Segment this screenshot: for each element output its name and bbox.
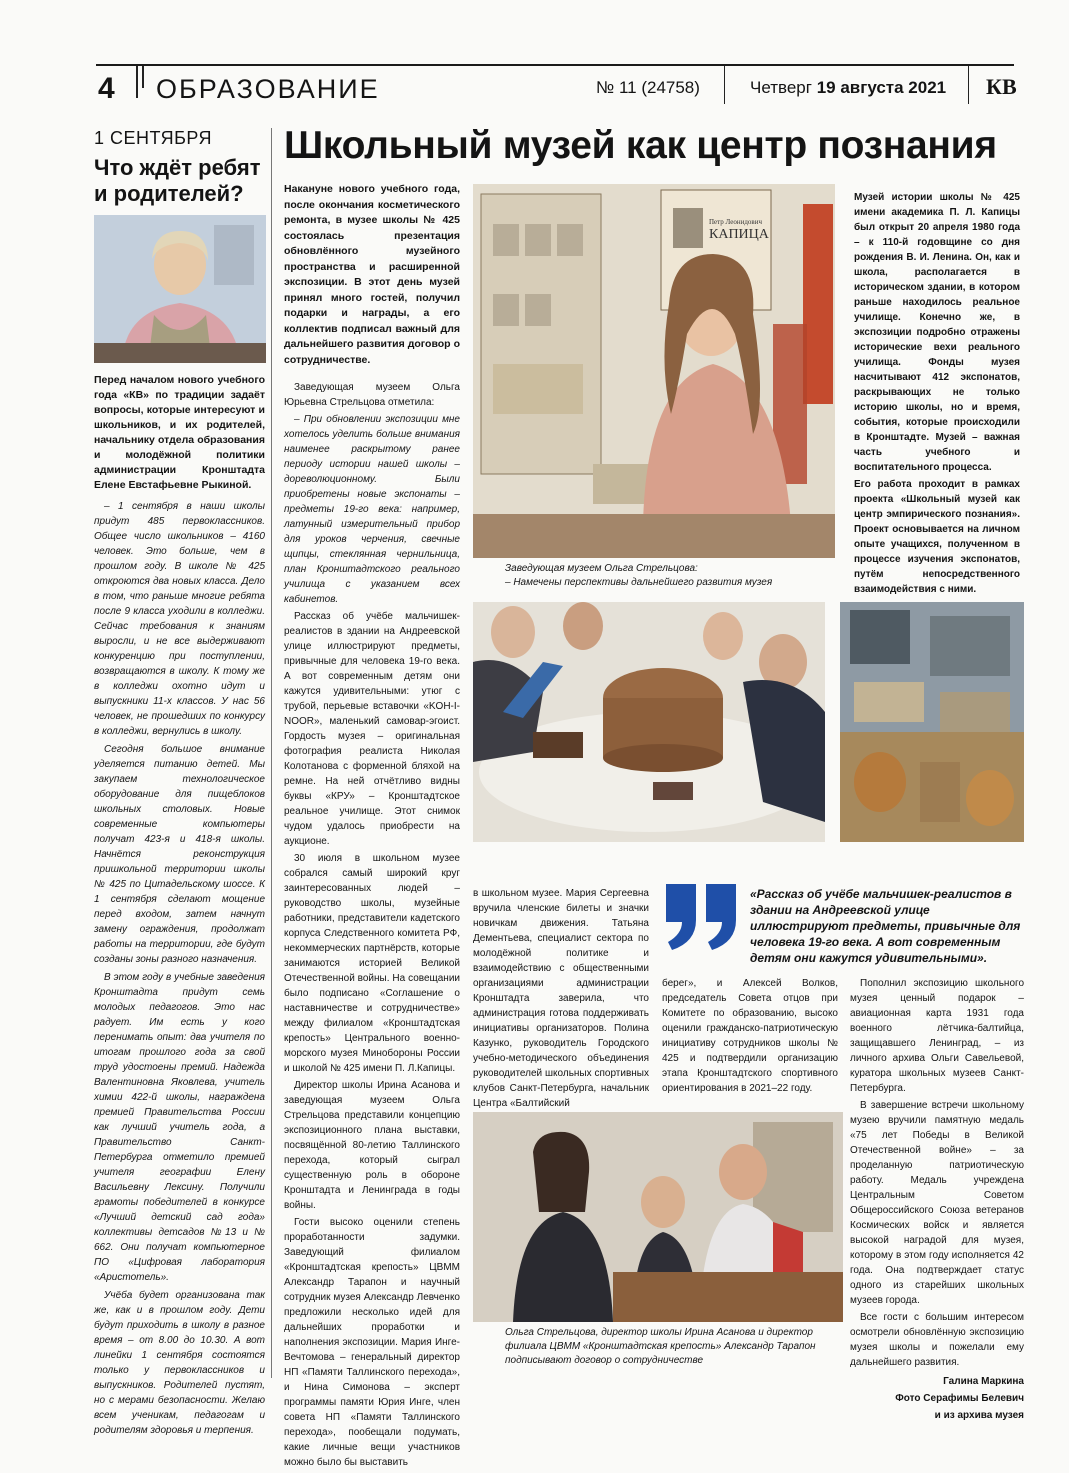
- article-headline: Школьный музей как центр познания: [284, 124, 997, 167]
- sidebar-lead: Перед началом нового учебного года «КВ» по традиции задаёт вопросы, которые интересуют и школьников, и их родителей, начальнику отдела образования и молодёжной политики администрации Кронштадта Елене Евстафьевне Рыкиной.: [94, 374, 265, 491]
- article-paragraph: Все гости с большим интересом осмотрели обновлённую экспозицию музея школы и пожелали ему дальнейшего развития.: [850, 1312, 1024, 1368]
- date: 19 августа 2021: [816, 78, 947, 97]
- students-photo-illustration: [473, 602, 825, 842]
- newspaper-logo: КВ: [986, 74, 1017, 99]
- sidebar-paragraph: Сегодня большое внимание уделяется питанию детей. Мы закупаем технологическое оборудование для пищеблоков школьных столовых. Новые современные компьютеры получат 423-я и 418-я школы. Начнётся реконструкция пришкольной территории школы № 425 по Цитадельскому шоссе. К 1 сентября сделают мощение перед входом, затем начнут замену ограждения, продолжат работы на территории, где будут созданы зоны разного назначения.: [94, 744, 265, 965]
- article-paragraph: Заведующая музеем Ольга Юрьевна Стрельцова отметила:: [284, 382, 460, 408]
- article-paragraph: Пополнил экспозицию школьного музея ценный подарок – авиационная карта 1931 года военного лётчика-балтийца, защищавшего Ленинград, – из личного архива Ольги Савельевой, куратора школьных музеев Санкт-Петербурга.: [850, 978, 1024, 1094]
- signing-photo-illustration: [473, 1112, 843, 1322]
- article-paragraph: Рассказ об учёбе мальчишек-реалистов в здании на Андреевской улице иллюстрируют предметы, привычные для человека 19-го века. А вот современным детям они кажутся удивительными: утюг с трубой, перьевые вставочки «KOH-I-NOOR», маленький самовар-эгоист. Гордость музея – оригинальная фотография реалиста Николая Колотанова с форменной бляхой на ремне. На ней отчётливо видны буквы «КРУ» – Кронштадтское реальное училище. Этот снимок чудом удалось приобрести на аукционе.: [284, 611, 460, 847]
- page-number: 4: [98, 72, 115, 105]
- sidebar-rubric: 1 СЕНТЯБРЯ: [94, 128, 213, 148]
- page-header: [96, 64, 1017, 106]
- sidebar-paragraph: – 1 сентября в наши школы придут 485 первоклассников. Общее число школьников – 4160 человек. Это больше, чем в прошлом году. В школе № 425 откроются два новых класса. Дело в том, что раньше многие ребята после 9 класса уходили в колледжи. Сейчас требования к знаниям выросли, и не все выдерживают конкуренцию при поступлении, возвращаются в школу. К тому же в колледжи охотно идут и выпускники 11-х классов. У нас 56 человек, не прошедших по конкурсу в колледжи, вернулись в школу.: [94, 501, 265, 737]
- sidebar-title: Что ждёт ребят и родителей?: [94, 155, 261, 206]
- article-quote-paragraph: – При обновлении экспозиции мне хотелось уделить больше внимания наименее раскрытому ранее периоду истории нашей школы – дореволюционному. Были приобретены новые экспонаты – предметы 19-го века: например, латунный измерительный прибор для уроков черчения, свечные щипцы, стеклянная чернильница, план Кронштадтского реального училища с указанием всех кабинетов.: [284, 414, 460, 605]
- article-column-2: [473, 886, 649, 1113]
- caption-line: Заведующая музеем Ольга Стрельцова:: [505, 563, 698, 574]
- caption-line: – Намечены перспективы дальнейшего развития музея: [505, 577, 773, 588]
- article-paragraph: Директор школы Ирина Асанова и заведующая музеем Ольга Стрельцова представили концепцию экспозиционного плана выставки, посвящённой 80-летию Таллинского перехода, который сыграл существенную роль в обороне Кронштадта и Ленинграда в годы войны.: [284, 1080, 460, 1211]
- photo-exhibits: [840, 602, 1024, 842]
- curator-photo-illustration: [473, 184, 835, 558]
- sidebar-paragraph: Учёба будет организована так же, как и в прошлом году. Дети будут приходить в школу в разное время – от 8.00 до 10.30. А вот линейки 1 сентября состоятся только у первоклассников и выпускников. Родителей пустят, но с мерами безопасности. Желаю всем ученикам, педагогам и родителям здоровья и терпения.: [94, 1290, 265, 1436]
- article-paragraph: В завершение встречи школьному музею вручили памятную медаль «75 лет Победы в Великой Отечественной войне» – за проделанную патриотическую работу. Медаль учреждена Центральным Советом Общероссийского Союза ветеранов Космических войск и является высокой наградой для музея, которому в этом году исполняется 42 года. Она подтверждает статус одного из старейших школьных музеев города.: [850, 1100, 1024, 1306]
- sidebar-paragraph: В этом году в учебные заведения Кронштадта придут семь молодых педагогов. Это нас радует. Им есть у кого перенимать опыт: два учителя по итогам прошлого года за свой труд удостоены премий. Надежда Валентиновна Яковлева, учитель химии 422-й школы, награждена премией Правительства России как лучший учитель года, а Правительство Санкт-Петербурга отметило премией учителя географии Елену Васильевну Лексину. Получили грамоты победителей в конкурсе «Лучший детский сад года» коллективы детсадов №13 и № 662. Они получат компьютерное ПО «Цифровая лаборатория «Аристотель».: [94, 972, 265, 1283]
- article-column-4: [850, 976, 1024, 1425]
- article-paragraph: берег», и Алексей Волков, председатель Совета отцов при Комитете по образованию, высоко оценили гражданско-патриотическую инициативу сотрудников школы № 425 и подтвердили организацию этапа Кронштадтского спортивного ориентирования в 2021–22 году.: [662, 978, 838, 1094]
- photo-credit-archive: и из архива музея: [934, 1410, 1024, 1421]
- header-divider: [724, 66, 725, 104]
- photo-credit: Фото Серафимы Белевич: [895, 1393, 1024, 1404]
- poster-label: Петр Леонидович: [709, 218, 762, 226]
- article-paragraph: Гости высоко оценили степень проработанности задумки. Заведующий филиалом «Кронштадтская крепость» ЦВММ Александр Тарапон и научный сотрудник музея Александр Левченко предложили несколько идей для дальнейших проработки и наполнения экспозиции. Мария Инге-Вечтомова – генеральный директор НП «Памяти Таллинского перехода», и Нина Симонова – эксперт программы памяти Юрия Инге, член совета НП «Памяти Таллинского перехода», пообещали подумать, какие личные вещи участников можно было бы выставить: [284, 1217, 460, 1468]
- portrait-photo: [94, 215, 266, 363]
- photo-agreement-signing: [473, 1112, 843, 1322]
- photo-museum-curator: [473, 184, 835, 558]
- issue-date: [750, 78, 946, 98]
- quote-mark-icon: [662, 884, 742, 950]
- issue-number: № 11 (24758): [596, 78, 700, 97]
- sidebar-body: [94, 499, 265, 1438]
- header-divider: [968, 66, 969, 104]
- sidebar-interview: [94, 128, 272, 1436]
- info-paragraph: Его работа проходит в рамках проекта «Школьный музей как центр эмпирического познания». Проект основывается на личном опыте учащихся, полученном в процессе изучения экспонатов, путём непосредственного взаимодействия с ними.: [854, 479, 1020, 595]
- article-paragraph: в школьном музее. Мария Сергеевна вручила членские билеты и значки новичкам движения. Татьяна Дементьева, специалист сектора по молодёжной политике и взаимодействию с общественными организациями администрации Кронштадта заверила, что администрация готова поддерживать инициативы организаторов. Полина Казунко, руководитель Городского учебно-методического объединения руководителей школьных спортивных клубов Санкт-Петербурга, начальник Центра «Балтийский: [473, 888, 649, 1109]
- article-column-1: [284, 182, 460, 1468]
- author-signature: Галина Маркина: [943, 1376, 1024, 1387]
- article-lead: Накануне нового учебного года, после окончания косметического ремонта, в музее школы № 425 состоялась презентация обновлённого музейного пространства и расширенной экспозиции. В этот день музей принял много гостей, получил подарки и награды, а его коллектив подписал важный для дальнейшего развития договор о сотрудничестве.: [284, 183, 460, 366]
- museum-info-box: [854, 190, 1020, 599]
- exhibits-photo-illustration: [840, 602, 1024, 842]
- pull-quote: «Рассказ об учёбе мальчишек-реалистов в здании на Андреевской улице иллюстрируют предметы, привычные для человека 19-го века. А вот современным детям они кажутся удивительными».: [750, 887, 1021, 965]
- article-paragraph: 30 июля в школьном музее собрался самый широкий круг заинтересованных людей – руководство школы, музейные работники, представители кадетского корпуса Следственного комитета РФ, некоммерческих партнёрств, которые занимаются историей Великой Отечественной войны. На совещании было подписано «Соглашение о наставничестве и сотрудничестве» между филиалом «Кронштадтская крепость» Центрального военно-морского музея Минобороны России и школой № 425 имени П. Л.Капицы.: [284, 853, 460, 1074]
- header-divider: [142, 66, 144, 88]
- poster-label: КАПИЦА: [709, 227, 769, 242]
- caption-signing: Ольга Стрельцова, директор школы Ирина Асанова и директор филиала ЦВММ «Кронштадтская крепость» Александр Тарапон подписывают договор о сотрудничестве: [505, 1327, 816, 1366]
- header-divider: [136, 66, 138, 98]
- photo-students: [473, 602, 825, 842]
- info-paragraph: Музей истории школы № 425 имени академика П. Л. Капицы был открыт 20 апреля 1980 года – к 110-й годовщине со дня рождения В. И. Ленина. Он, как и школа, располагается в историческом здании, в котором раньше находилось реальное училище. Конечно же, в экспозиции подробно отражены исторические вехи реального училища. Фонды музея насчитывают 412 экспонатов, раскрывающих не только историю школы, но и время, события, которые происходили в Кронштадте. Музей – важная часть учебного и воспитательного процесса.: [854, 192, 1020, 473]
- article-column-3: [662, 976, 838, 1098]
- weekday: Четверг: [750, 78, 812, 97]
- portrait-illustration: [94, 215, 266, 363]
- caption-curator: [505, 562, 825, 590]
- section-title: ОБРАЗОВАНИЕ: [156, 74, 380, 104]
